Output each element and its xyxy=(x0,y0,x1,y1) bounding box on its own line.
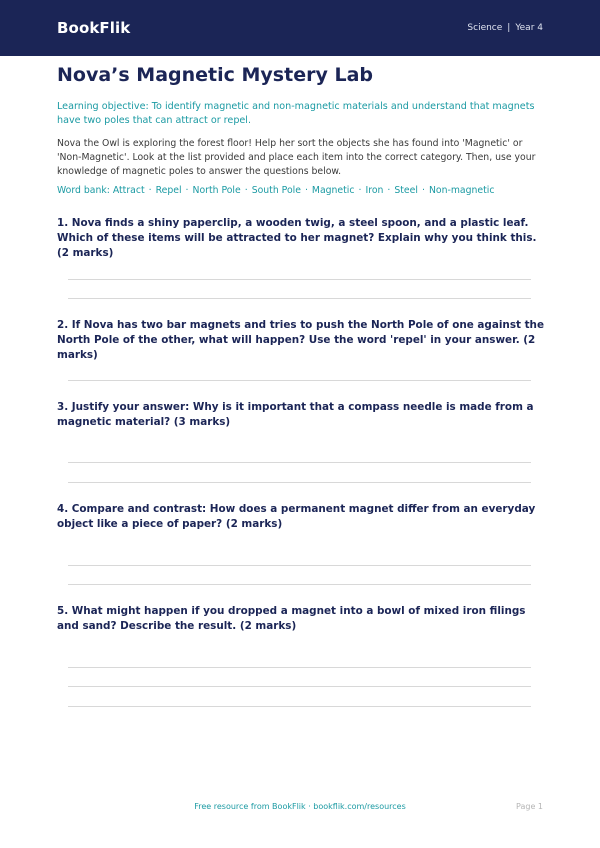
page-number: Page 1 xyxy=(516,802,543,811)
word-bank: Word bank: Attract · Repel · North Pole · South Pole · Magnetic · Iron · Steel · Non-magnetic xyxy=(57,185,495,196)
word-bank-word: South Pole xyxy=(251,185,301,196)
word-bank-word: North Pole xyxy=(192,185,241,196)
answer-line[interactable] xyxy=(68,706,531,707)
word-bank-label: Word bank: xyxy=(57,185,110,196)
answer-line[interactable] xyxy=(68,298,531,299)
answer-line[interactable] xyxy=(68,565,531,566)
worksheet-title: Nova’s Magnetic Mystery Lab xyxy=(57,64,373,86)
subject-label: Science xyxy=(467,23,503,33)
meta-separator: | xyxy=(507,23,511,33)
question-3: 3. Justify your answer: Why is it important that a compass needle is made from a magnetic material? (3 marks) xyxy=(57,401,534,428)
year-label: Year 4 xyxy=(515,23,543,33)
learning-objective: Learning objective: To identify magnetic and non-magnetic materials and understand that magnets have two poles that can attract or repel. xyxy=(57,101,535,126)
question-1: 1. Nova finds a shiny paperclip, a wooden twig, a steel spoon, and a plastic leaf. Which of these items will be attracted to her magnet? Explain why you think this. (2 marks) xyxy=(57,217,537,259)
question-4: 4. Compare and contrast: How does a permanent magnet differ from an everyday object like a piece of paper? (2 marks) xyxy=(57,503,536,530)
word-bank-word: Iron xyxy=(365,185,384,196)
answer-line[interactable] xyxy=(68,686,531,687)
question-5: 5. What might happen if you dropped a magnet into a bowl of mixed iron filings and sand? Describe the result. (2 marks) xyxy=(57,605,526,632)
answer-line[interactable] xyxy=(68,462,531,463)
word-bank-word: Non-magnetic xyxy=(428,185,495,196)
brand-logo[interactable]: BookFlik xyxy=(57,19,131,37)
answer-line[interactable] xyxy=(68,584,531,585)
word-bank-word: Repel xyxy=(155,185,182,196)
answer-line[interactable] xyxy=(68,667,531,668)
page-header xyxy=(0,0,600,56)
question-2: 2. If Nova has two bar magnets and tries to push the North Pole of one against the North Pole of the other, what will happen? Use the word 'repel' in your answer. (2 marks) xyxy=(57,319,545,361)
intro-text: Nova the Owl is exploring the forest floor! Help her sort the objects she has found into 'Magnetic' or 'Non-Magnetic'. Look at the list provided and place each item into the correct category. Then, use your knowledge of magnetic poles to answer the questions below. xyxy=(57,138,536,177)
footer-credit[interactable]: Free resource from BookFlik · bookflik.com/resources xyxy=(194,802,406,811)
subject-year xyxy=(467,23,543,33)
word-bank-word: Steel xyxy=(394,185,418,196)
word-bank-word: Magnetic xyxy=(311,185,355,196)
answer-line[interactable] xyxy=(68,482,531,483)
answer-line[interactable] xyxy=(68,380,531,381)
word-bank-word: Attract xyxy=(112,185,145,196)
answer-line[interactable] xyxy=(68,279,531,280)
